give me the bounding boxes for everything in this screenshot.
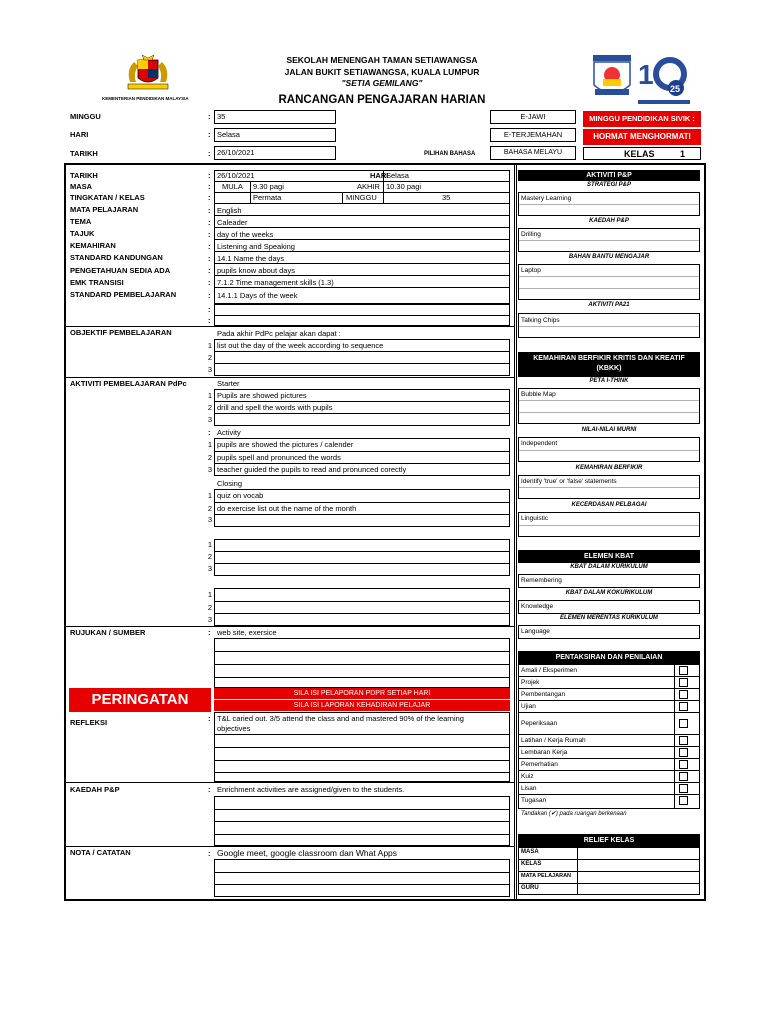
- akhir-label: AKHIR: [357, 182, 380, 191]
- svg-text:25: 25: [670, 84, 681, 94]
- school-name: SEKOLAH MENENGAH TAMAN SETIAWANGSA: [286, 55, 478, 65]
- starter-heading: Starter: [217, 379, 240, 388]
- activity-heading: Activity: [217, 428, 241, 437]
- main-minggu-label: MINGGU: [346, 193, 377, 202]
- bahan-bantu-value: Laptop: [521, 267, 541, 274]
- tema-label: TEMA: [70, 217, 92, 226]
- mata-pelajaran-value: English: [217, 206, 242, 215]
- ejawi-label: E-JAWI: [520, 112, 546, 121]
- objektif-1: list out the day of the week according to sequence: [217, 341, 384, 350]
- kemahiran-berfikir-heading: KEMAHIRAN BERFIKIR: [575, 465, 643, 471]
- elemen-merentas-heading: ELEMEN MERENTAS KURIKULUM: [560, 615, 658, 621]
- pilihan-bahasa-value: BAHASA MELAYU: [503, 149, 563, 156]
- assessment-label: Tugasan: [521, 796, 547, 804]
- kemahiran-berfikir-value: Identify 'true' or 'false' statements: [521, 478, 617, 485]
- pentaksiran-header: PENTAKSIRAN DAN PENILAIAN: [518, 651, 700, 664]
- document-title: RANCANGAN PENGAJARAN HARIAN: [278, 94, 486, 106]
- kaedah-value: Enrichment activities are assigned/given to the students.: [217, 785, 405, 794]
- pilihan-bahasa-label: PILIHAN BAHASA: [424, 151, 476, 157]
- main-tarikh-label: TARIKH: [70, 171, 98, 180]
- assessment-checkbox[interactable]: [679, 719, 688, 728]
- kbkk-title-line-2: (KBKK): [596, 365, 622, 372]
- tingkatan-value: Permata: [253, 193, 282, 202]
- pengetahuan-sedia-ada-value: pupils know about days: [217, 266, 295, 275]
- main-tarikh-value: 26/10/2021: [217, 171, 255, 180]
- standard-kandungan-value: 14.1 Name the days: [217, 254, 285, 263]
- tingkatan-label: TINGKATAN / KELAS: [70, 193, 145, 202]
- nilai-murni-heading: NILAI-NILAI MURNI: [581, 427, 637, 433]
- assessment-label: Peperiksaan: [521, 719, 558, 727]
- relief-masa-label: MASA: [521, 849, 539, 855]
- elemen-merentas-value: Language: [521, 628, 550, 635]
- relief-guru-label: GURU: [521, 885, 539, 891]
- minggu-field[interactable]: [214, 110, 336, 124]
- kbat-kurikulum-heading: KBAT DALAM KURIKULUM: [570, 564, 648, 570]
- kbkk-header: [518, 352, 700, 377]
- assessment-label: Amali / Eksperimen: [521, 666, 577, 674]
- assessment-checkbox[interactable]: [679, 784, 688, 793]
- strategi-heading: STRATEGI P&P: [587, 182, 631, 188]
- main-hari-label: HARI: [370, 171, 389, 180]
- nota-label: NOTA / CATATAN: [70, 848, 131, 857]
- nota-value: Google meet, google classroom dan What Apps: [217, 848, 398, 858]
- elemen-kbat-header: ELEMEN KBAT: [518, 550, 700, 563]
- activity-1: pupils are showed the pictures / calender: [217, 440, 354, 449]
- main-minggu-value: 35: [442, 193, 451, 202]
- pengetahuan-sedia-ada-label: PENGETAHUAN SEDIA ADA: [70, 266, 171, 275]
- refleksi-label: REFLEKSI: [70, 718, 108, 727]
- assessment-checkbox[interactable]: [679, 678, 688, 687]
- kaedah-label: KAEDAH P&P: [70, 785, 120, 794]
- assessment-checkbox[interactable]: [679, 702, 688, 711]
- assessment-checkbox[interactable]: [679, 748, 688, 757]
- strategi-value: Mastery Learning: [521, 195, 572, 202]
- tandakan-note: Tandakan (✔) pada ruangan berkenaan: [521, 811, 627, 817]
- kbkk-title-line-1: KEMAHIRAN BERFIKIR KRITIS DAN KREATIF: [533, 355, 685, 362]
- minggu-value: 35: [217, 112, 226, 121]
- nilai-murni-value: Independent: [521, 440, 558, 447]
- assessment-checkbox[interactable]: [679, 796, 688, 805]
- kbat-kokurikulum-value: Knowledge: [521, 603, 554, 610]
- ministry-name: KEMENTERIAN PENDIDIKAN MALAYSIA: [102, 96, 189, 101]
- svg-text:1: 1: [638, 59, 654, 90]
- kecerdasan-value: Linguistic: [521, 515, 549, 522]
- relief-mata-pelajaran-label: MATA PELAJARAN: [521, 873, 572, 879]
- peta-ithink-heading: PETA I-THINK: [589, 378, 629, 384]
- refleksi-line-1: T&L caried out. 3/5 attend the class and and mastered 90% of the learning: [217, 714, 464, 723]
- relief-kelas-header: RELIEF KELAS: [518, 834, 700, 847]
- kemahiran-value: Listening and Speaking: [217, 242, 295, 251]
- assessment-label: Projek: [521, 678, 540, 686]
- notice-pelaporan-pdpr: SILA ISI PELAPORAN PDPR SETIAP HARI: [214, 688, 510, 699]
- school-logo: [591, 53, 633, 105]
- assessment-checkbox[interactable]: [679, 772, 688, 781]
- assessment-label: Latihan / Kerja Rumah: [521, 736, 586, 744]
- kelas-label: KELAS: [624, 149, 655, 159]
- assessment-label: Kuiz: [521, 772, 534, 780]
- starter-2: drill and spell the words with pupils: [217, 403, 333, 412]
- hari-value: Selasa: [217, 130, 240, 139]
- assessment-checkbox[interactable]: [679, 690, 688, 699]
- mula-label: MULA: [222, 182, 243, 191]
- tema-value: Caleader: [217, 218, 248, 227]
- main-hari-value: Selasa: [386, 171, 409, 180]
- anniversary-logo: [636, 54, 694, 106]
- aktiviti-pp-header: AKTIVITI P&P: [518, 170, 700, 181]
- kbat-kokurikulum-heading: KBAT DALAM KOKURIKULUM: [565, 590, 653, 596]
- rujukan-value: web site, exersice: [217, 628, 277, 637]
- emk-transisi-label: EMK TRANSISI: [70, 278, 124, 287]
- kaedah-pp-value: Drilling: [521, 231, 541, 238]
- activity-2: pupils spell and pronunced the words: [217, 453, 341, 462]
- mula-value: 9.30 pagi: [253, 182, 284, 191]
- assessment-checkbox[interactable]: [679, 760, 688, 769]
- assessment-label: Lembaran Kerja: [521, 748, 568, 756]
- closing-2: do exercise list out the name of the month: [217, 504, 357, 513]
- refleksi-line-2: objectives: [217, 724, 251, 733]
- assessment-label: Pembentangan: [521, 690, 566, 698]
- tarikh-value: 26/10/2021: [217, 148, 255, 157]
- pa21-heading: AKTIVITI PA21: [588, 302, 630, 308]
- relief-kelas-label: KELAS: [521, 861, 542, 867]
- eterjemahan-label: E-TERJEMAHAN: [503, 130, 563, 139]
- tarikh-label: TARIKH: [70, 149, 98, 158]
- rujukan-label: RUJUKAN / SUMBER: [70, 628, 146, 637]
- assessment-label: Ujian: [521, 702, 536, 710]
- assessment-checkbox[interactable]: [679, 666, 688, 675]
- kaedah-pp-heading: KAEDAH P&P: [589, 218, 629, 224]
- standard-kandungan-label: STANDARD KANDUNGAN: [70, 253, 163, 262]
- assessment-label: Pemerhatian: [521, 760, 558, 768]
- starter-1: Pupils are showed pictures: [217, 391, 307, 400]
- ministry-crest-logo: [120, 52, 176, 94]
- school-address: JALAN BUKIT SETIAWANGSA, KUALA LUMPUR: [284, 67, 480, 77]
- masa-label: MASA: [70, 182, 93, 191]
- pa21-value: Talking Chips: [521, 317, 560, 324]
- aktiviti-label: AKTIVITI PEMBELAJARAN PdPc: [70, 379, 187, 388]
- emk-transisi-value: 7.1.2 Time management skills (1.3): [217, 278, 334, 287]
- sivik-value: HORMAT MENGHORMATI: [583, 129, 701, 145]
- minggu-label: MINGGU: [70, 112, 101, 121]
- kbat-kurikulum-value: Remembering: [521, 577, 562, 584]
- closing-heading: Closing: [217, 479, 243, 488]
- kemahiran-label: KEMAHIRAN: [70, 241, 116, 250]
- closing-1: quiz on vocab: [217, 491, 264, 500]
- bahan-bantu-heading: BAHAN BANTU MENGAJAR: [568, 254, 650, 260]
- tajuk-value: day of the weeks: [217, 230, 274, 239]
- standard-pembelajaran-value: 14.1.1 Days of the week: [217, 291, 298, 300]
- objektif-intro: Pada akhir PdPc pelajar akan dapat :: [217, 329, 341, 338]
- tajuk-label: TAJUK: [70, 229, 95, 238]
- mata-pelajaran-label: MATA PELAJARAN: [70, 205, 139, 214]
- peringatan-banner: PERINGATAN: [69, 688, 211, 712]
- kecerdasan-heading: KECERDASAN PELBAGAI: [571, 502, 647, 508]
- notice-laporan-kehadiran: SILA ISI LAPORAN KEHADIRAN PELAJAR: [214, 700, 510, 711]
- assessment-label: Lisan: [521, 784, 537, 792]
- akhir-value: 10.30 pagi: [386, 182, 422, 191]
- assessment-checkbox[interactable]: [679, 736, 688, 745]
- school-motto: "SETIA GEMILANG": [341, 78, 423, 88]
- peta-ithink-value: Bubble Map: [521, 391, 556, 398]
- standard-pembelajaran-label: STANDARD PEMBELAJARAN: [70, 290, 177, 299]
- activity-3: teacher guided the pupils to read and pronunced corectly: [217, 465, 407, 474]
- objektif-label: OBJEKTIF PEMBELAJARAN: [70, 328, 172, 337]
- hari-label: HARI: [70, 130, 89, 139]
- kelas-value: 1: [680, 149, 686, 159]
- sivik-title: MINGGU PENDIDIKAN SIVIK :: [583, 111, 701, 127]
